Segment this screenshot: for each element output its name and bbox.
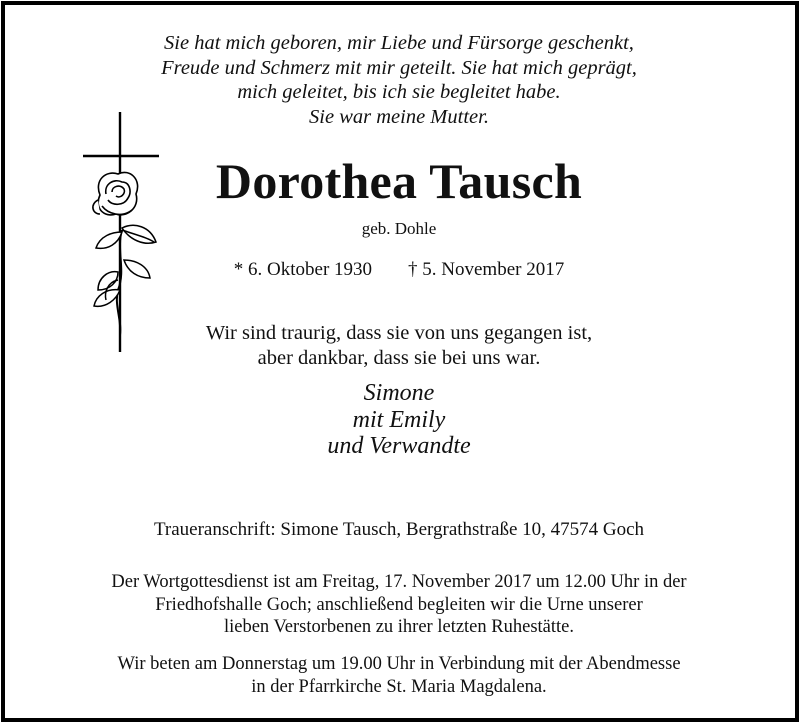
mass-line: in der Pfarrkirche St. Maria Magdalena.	[251, 676, 547, 697]
mourning-line: aber dankbar, dass sie bei uns war.	[257, 347, 541, 369]
death-date: † 5. November 2017	[408, 259, 565, 280]
life-dates	[0, 258, 798, 282]
service-line: Der Wortgottesdienst ist am Freitag, 17. November 2017 um 12.00 Uhr in der	[111, 572, 687, 592]
poem-line: Sie war meine Mutter.	[309, 105, 489, 128]
mourners-signature	[0, 380, 798, 460]
service-line: Friedhofshalle Goch; anschließend begleiten wir die Urne unserer	[155, 594, 643, 615]
service-line: lieben Verstorbenen zu ihrer letzten Ruhestätte.	[223, 617, 574, 637]
service-announcement	[0, 571, 798, 639]
poem-line: Freude und Schmerz mit mir geteilt. Sie hat mich geprägt,	[161, 56, 637, 79]
deceased-name: Dorothea Tausch	[215, 153, 583, 209]
mass-announcement	[0, 653, 798, 698]
poem-line: Sie hat mich geboren, mir Liebe und Fürsorge geschenkt,	[164, 32, 634, 54]
mourning-line: Wir sind traurig, dass sie von uns gegangen ist,	[205, 322, 593, 344]
birth-date: * 6. Oktober 1930	[233, 259, 373, 280]
mourner-line: mit Emily	[352, 406, 446, 433]
poem-line: mich geleitet, bis ich sie begleitet habe.	[237, 81, 561, 103]
mourner-line: Simone	[363, 380, 435, 406]
mass-line: Wir beten am Donnerstag um 19.00 Uhr in Verbindung mit der Abendmesse	[117, 654, 681, 674]
mourner-line: und Verwandte	[327, 433, 471, 459]
mourning-text	[0, 321, 798, 371]
mourning-address: Traueranschrift: Simone Tausch, Bergrathstraße 10, 47574 Goch	[153, 519, 645, 540]
maiden-name: geb. Dohle	[361, 219, 437, 238]
